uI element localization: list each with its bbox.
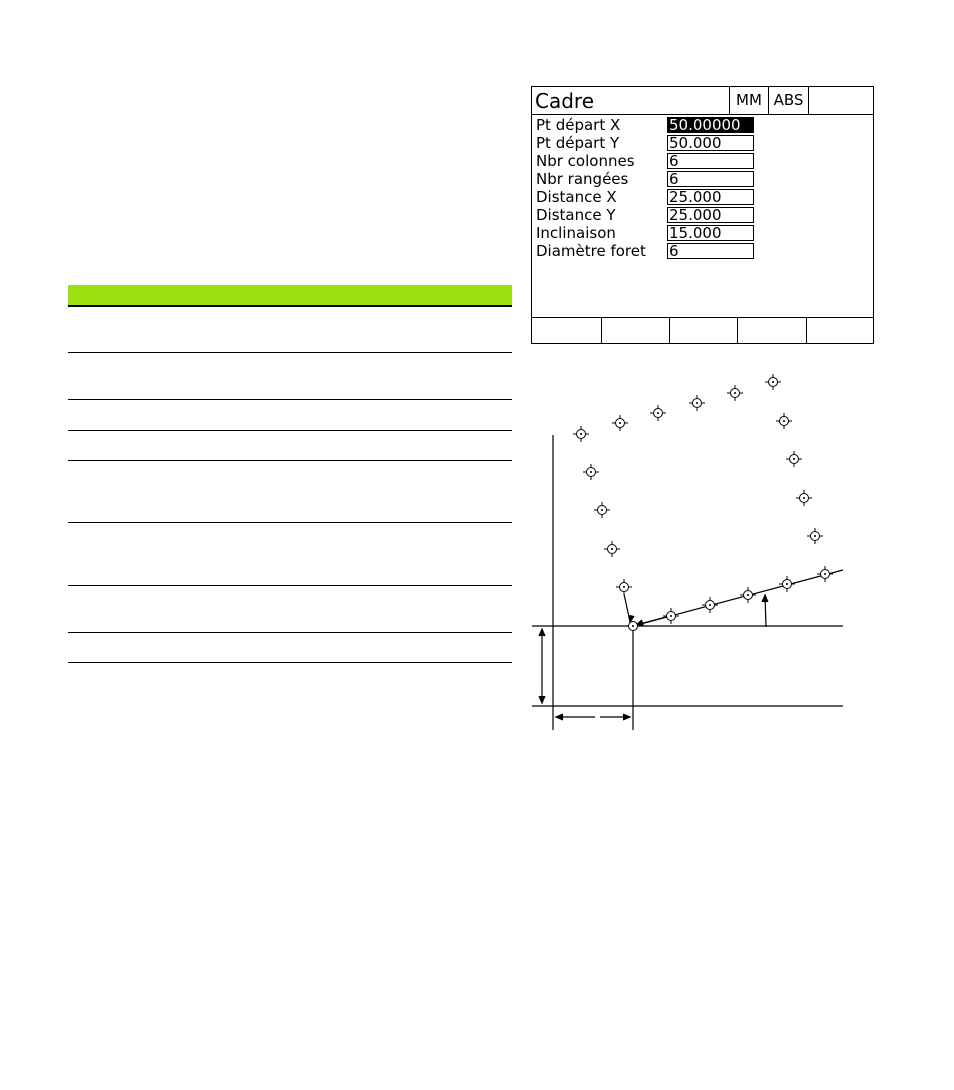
- hole-marker-icon: [727, 385, 743, 401]
- hole-marker-icon: [786, 451, 802, 467]
- field-label: Distance Y: [536, 206, 616, 224]
- hole-marker-icon: [663, 608, 679, 624]
- table-row: [68, 633, 512, 663]
- hole-marker-icon: [740, 587, 756, 603]
- hole-marker-icon: [779, 576, 795, 592]
- distance-y-input[interactable]: 25.000: [667, 207, 754, 223]
- screen-title-bar: [532, 87, 873, 115]
- table-row: [68, 400, 512, 431]
- hole-marker-icon: [629, 622, 638, 631]
- hole-marker-icon: [604, 541, 620, 557]
- hole-marker-icon: [583, 464, 599, 480]
- hole-marker-icon: [594, 502, 610, 518]
- field-label: Nbr colonnes: [536, 152, 635, 170]
- field-label: Diamètre foret: [536, 242, 646, 260]
- field-label: Pt départ Y: [536, 134, 620, 152]
- hole-marker-icon: [817, 566, 833, 582]
- table-row: [68, 586, 512, 633]
- hole-marker-icon: [796, 490, 812, 506]
- hole-marker-icon: [702, 597, 718, 613]
- softkey-4[interactable]: [737, 318, 806, 344]
- table-header: [68, 285, 512, 307]
- hole-marker-icon: [650, 405, 666, 421]
- softkey-5[interactable]: [806, 318, 874, 344]
- start-y-input[interactable]: 50.000: [667, 135, 754, 151]
- dim-arrow-spacing-y: [624, 594, 630, 622]
- hole-marker-icon: [689, 395, 705, 411]
- table-row: [68, 461, 512, 523]
- table-row: [68, 523, 512, 586]
- drill-diameter-input[interactable]: 6: [667, 243, 754, 259]
- hole-marker-icon: [776, 413, 792, 429]
- screen-title: Cadre: [535, 89, 595, 113]
- table-row: [68, 353, 512, 400]
- softkey-bar: [532, 317, 873, 344]
- info-table: [68, 285, 512, 663]
- mode-indicator: ABS: [768, 87, 808, 114]
- columns-input[interactable]: 6: [667, 153, 754, 169]
- softkey-3[interactable]: [669, 318, 737, 344]
- holes-group: [573, 374, 833, 631]
- hole-marker-icon: [612, 415, 628, 431]
- angle-input[interactable]: 15.000: [667, 225, 754, 241]
- table-row: [68, 431, 512, 461]
- hole-marker-icon: [765, 374, 781, 390]
- field-label: Pt départ X: [536, 116, 621, 134]
- softkey-2[interactable]: [601, 318, 669, 344]
- field-label: Nbr rangées: [536, 170, 629, 188]
- distance-x-input[interactable]: 25.000: [667, 189, 754, 205]
- readout-screen: [531, 86, 874, 344]
- field-label: Inclinaison: [536, 224, 616, 242]
- unit-indicator: MM: [729, 87, 768, 114]
- rows-input[interactable]: 6: [667, 171, 754, 187]
- status-cell: [808, 87, 874, 114]
- hole-marker-icon: [573, 426, 589, 442]
- hole-pattern-diagram: [520, 365, 850, 735]
- start-x-input[interactable]: 50.00000: [667, 117, 754, 133]
- hole-marker-icon: [807, 528, 823, 544]
- table-row: [68, 307, 512, 353]
- field-label: Distance X: [536, 188, 617, 206]
- hole-marker-icon: [616, 579, 632, 595]
- softkey-1[interactable]: [531, 318, 601, 344]
